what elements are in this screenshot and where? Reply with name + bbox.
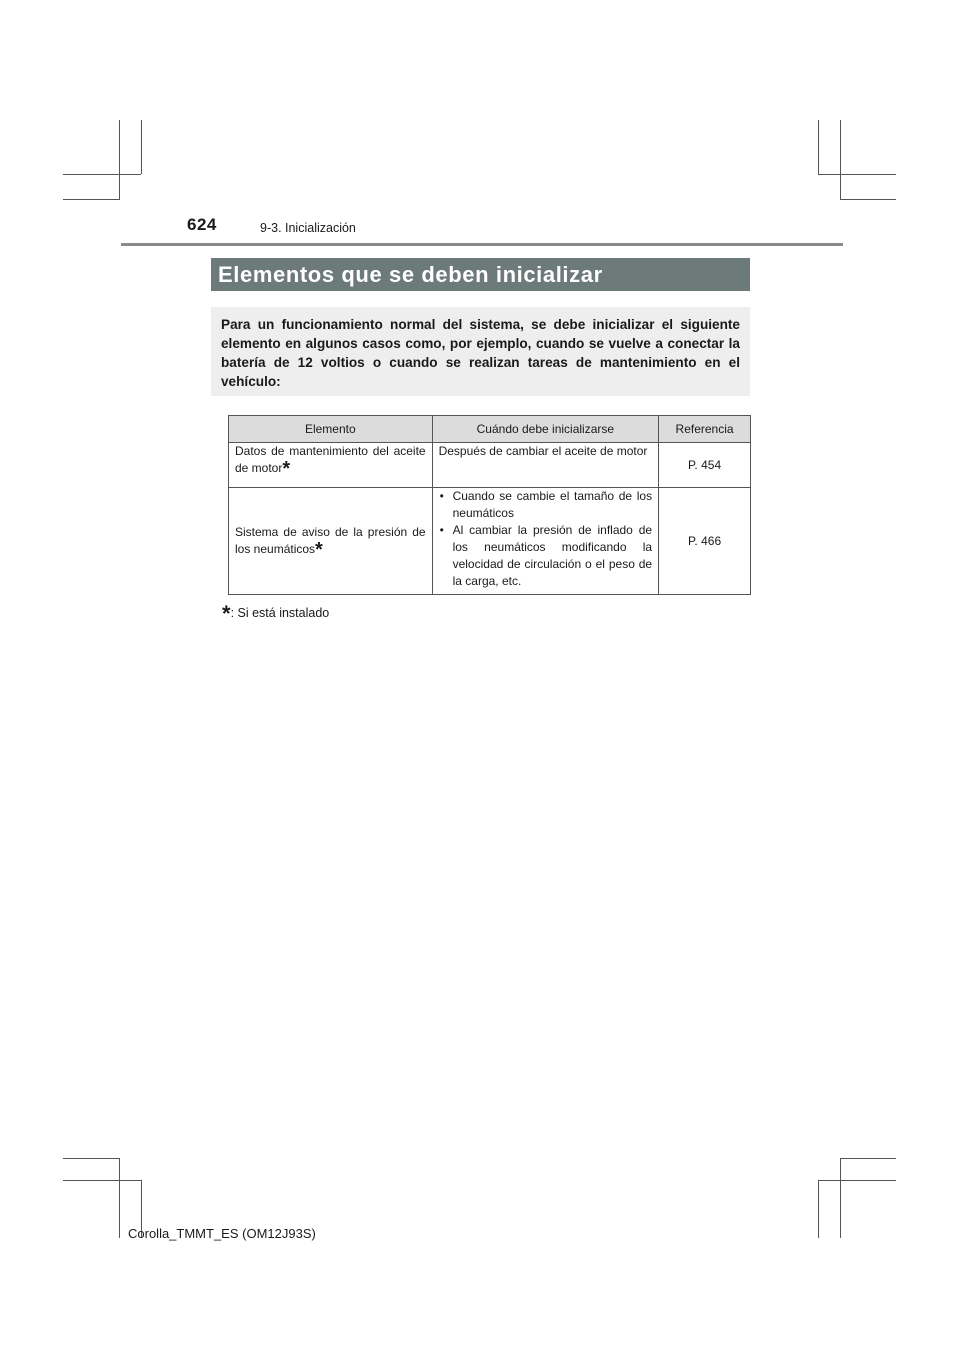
crop-mark xyxy=(840,1158,896,1159)
cell-reference: P. 454 xyxy=(659,443,751,488)
header-rule xyxy=(121,243,843,246)
cell-item xyxy=(229,488,433,595)
column-header-item: Elemento xyxy=(229,416,433,443)
footnote xyxy=(222,601,330,626)
crop-mark xyxy=(818,120,819,174)
section-label: 9-3. Inicialización xyxy=(260,221,356,235)
table-row xyxy=(229,443,751,488)
crop-mark xyxy=(63,1158,120,1159)
cell-when: Después de cambiar el aceite de motor xyxy=(432,443,659,488)
crop-mark xyxy=(119,1158,120,1238)
cell-reference: P. 466 xyxy=(659,488,751,595)
crop-mark xyxy=(840,1158,841,1238)
crop-mark xyxy=(818,1180,896,1181)
cell-item-text: Datos de mantenimiento del aceite de motor xyxy=(235,444,426,475)
crop-mark xyxy=(63,174,141,175)
crop-mark xyxy=(63,199,120,200)
footnote-text: : Si está instalado xyxy=(230,606,330,620)
footnote-mark: * xyxy=(222,601,231,626)
installed-mark: * xyxy=(282,458,291,480)
section-title: Elementos que se deben inicializar xyxy=(211,258,750,291)
initialization-table xyxy=(228,415,751,595)
crop-mark xyxy=(818,174,896,175)
crop-mark xyxy=(119,120,120,200)
column-header-when: Cuándo debe inicializarse xyxy=(432,416,659,443)
installed-mark: * xyxy=(315,539,323,561)
crop-mark xyxy=(141,120,142,174)
crop-mark xyxy=(818,1180,819,1238)
crop-mark xyxy=(63,1180,141,1181)
intro-paragraph: Para un funcionamiento normal del sistema, se debe inicializar el siguiente elemento en algunos casos como, por ejemplo, cuando se vuelve a conectar la batería de 12 voltios o cuando se realizan tareas de mantenimiento en el vehículo: xyxy=(211,307,750,396)
column-header-reference: Referencia xyxy=(659,416,751,443)
table-header-row xyxy=(229,416,751,443)
page-number: 624 xyxy=(187,215,217,234)
crop-mark xyxy=(840,199,896,200)
cell-when xyxy=(432,488,659,595)
table-row xyxy=(229,488,751,595)
footer-document-id: Corolla_TMMT_ES (OM12J93S) xyxy=(128,1226,316,1241)
when-list xyxy=(439,488,653,590)
list-item: • Al cambiar la presión de inflado de los neumáticos modificando la velocidad de circulación o el peso de la carga, etc. xyxy=(439,522,653,590)
crop-mark xyxy=(840,120,841,200)
list-item: • Cuando se cambie el tamaño de los neumáticos xyxy=(439,488,653,522)
cell-item-text: Sistema de aviso de la presión de los neumáticos xyxy=(235,525,426,556)
cell-item xyxy=(229,443,433,488)
